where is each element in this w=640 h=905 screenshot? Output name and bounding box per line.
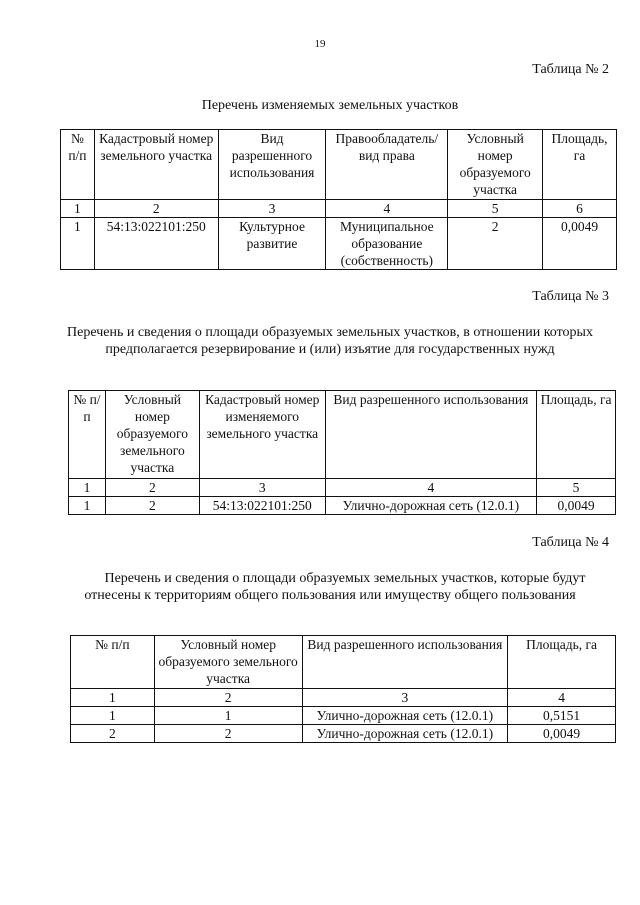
index-cell: 6	[543, 200, 617, 218]
header-cell: Вид разрешенного использования	[325, 391, 536, 479]
table-index-row	[69, 479, 616, 497]
table-cell: 0,5151	[508, 707, 616, 725]
table-row	[61, 218, 617, 270]
index-cell: 2	[154, 689, 302, 707]
header-cell: Кадастровый номер земельного участка	[94, 130, 218, 200]
table2	[60, 129, 617, 270]
index-cell: 2	[105, 479, 199, 497]
table-cell: 54:13:022101:250	[94, 218, 218, 270]
header-cell: Вид разрешенного использования	[302, 636, 508, 689]
index-cell: 3	[199, 479, 325, 497]
table-header-row	[61, 130, 617, 200]
index-cell: 4	[508, 689, 616, 707]
table-cell: 2	[71, 725, 155, 743]
table4-title: Перечень и сведения о площади образуемых земельных участков, которые будут отнесены к территориям общего пользования или имуществу общего пользования	[84, 571, 586, 603]
table-cell: Культурное развитие	[218, 218, 326, 270]
header-cell: Площадь, га	[508, 636, 616, 689]
table-cell: 2	[448, 218, 543, 270]
header-cell: Площадь, га	[537, 391, 616, 479]
table-header-row	[71, 636, 616, 689]
index-cell: 3	[302, 689, 508, 707]
table2-label: Таблица № 2	[532, 62, 609, 77]
page-number: 19	[314, 38, 326, 50]
table-header-row	[69, 391, 616, 479]
index-cell: 5	[448, 200, 543, 218]
table4	[70, 635, 616, 743]
table-cell: Улично-дорожная сеть (12.0.1)	[302, 707, 508, 725]
header-cell: № п/п	[71, 636, 155, 689]
table-cell: Улично-дорожная сеть (12.0.1)	[302, 725, 508, 743]
index-cell: 3	[218, 200, 326, 218]
header-cell: Условный номер образуемого земельного участка	[154, 636, 302, 689]
table-cell: 0,0049	[537, 497, 616, 515]
index-cell: 2	[94, 200, 218, 218]
header-cell: Условный номер образуемого земельного участка	[105, 391, 199, 479]
table-cell: 1	[154, 707, 302, 725]
index-cell: 1	[71, 689, 155, 707]
table4-label: Таблица № 4	[532, 535, 609, 550]
table-cell: 1	[61, 218, 95, 270]
table-row	[71, 707, 616, 725]
table-index-row	[71, 689, 616, 707]
header-cell: Площадь, га	[543, 130, 617, 200]
header-cell: Правообладатель/ вид права	[326, 130, 448, 200]
index-cell: 5	[537, 479, 616, 497]
table-index-row	[61, 200, 617, 218]
table-cell: Улично-дорожная сеть (12.0.1)	[325, 497, 536, 515]
header-cell: Условный номер образуемого участка	[448, 130, 543, 200]
table-cell: Муниципальное образование (собственность)	[326, 218, 448, 270]
table2-title: Перечень изменяемых земельных участков	[201, 98, 459, 113]
index-cell: 1	[61, 200, 95, 218]
table3	[68, 390, 616, 515]
table-cell: 2	[105, 497, 199, 515]
index-cell: 1	[69, 479, 106, 497]
table-cell: 54:13:022101:250	[199, 497, 325, 515]
header-cell: № п/п	[69, 391, 106, 479]
table-cell: 1	[69, 497, 106, 515]
index-cell: 4	[326, 200, 448, 218]
table-row	[69, 497, 616, 515]
table-cell: 2	[154, 725, 302, 743]
table3-label: Таблица № 3	[532, 289, 609, 304]
table-cell: 1	[71, 707, 155, 725]
table-row	[71, 725, 616, 743]
header-cell: Кадастровый номер изменяемого земельного участка	[199, 391, 325, 479]
table-cell: 0,0049	[508, 725, 616, 743]
table-cell: 0,0049	[543, 218, 617, 270]
table3-title: Перечень и сведения о площади образуемых земельных участков, в отношении которых предполагается резервирование и (или) изъятие для государственных нужд	[67, 325, 593, 357]
header-cell: № п/п	[61, 130, 95, 200]
header-cell: Вид разрешенного использования	[218, 130, 326, 200]
index-cell: 4	[325, 479, 536, 497]
